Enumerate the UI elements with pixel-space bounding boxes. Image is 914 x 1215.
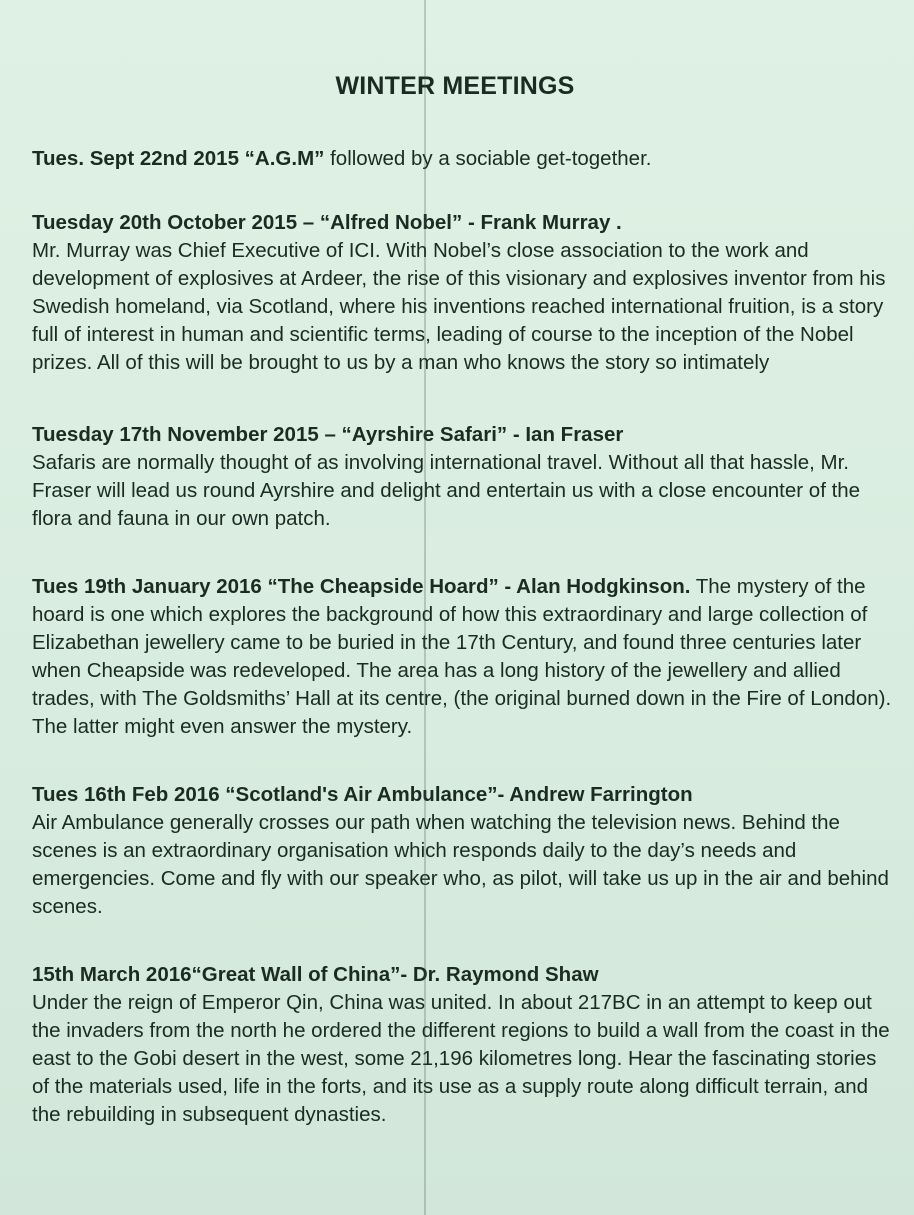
event-description: Air Ambulance generally crosses our path when watching the television news. Behind the scenes is an extraordinary organisation which responds daily to the day’s needs and emergencies. Come and fly with our speaker who, as pilot, will take us up in the air and behind scenes. xyxy=(32,811,889,918)
agm-description: followed by a sociable get-together. xyxy=(324,147,652,170)
event-ayrshire-safari xyxy=(32,421,898,533)
event-heading: Tuesday 20th October 2015 – “Alfred Nobel” - Frank Murray . xyxy=(32,211,622,234)
event-nobel xyxy=(32,209,898,377)
event-heading: 15th March 2016“Great Wall of China”- Dr. Raymond Shaw xyxy=(32,963,599,986)
event-description: Mr. Murray was Chief Executive of ICI. With Nobel’s close association to the work and development of explosives at Ardeer, the rise of this visionary and explosives inventor from his Swedish homeland, via Scotland, where his inventions reached international fruition, is a story full of interest in human and scientific terms, leading of course to the inception of the Nobel prizes. All of this will be brought to us by a man who knows the story so intimately xyxy=(32,239,886,374)
event-cheapside-hoard xyxy=(32,573,898,741)
event-air-ambulance xyxy=(32,781,898,921)
event-description: The mystery of the hoard is one which explores the background of how this extraordinary and large collection of Elizabethan jewellery came to be buried in the 17th Century, and found three centuries later when Cheapside was redeveloped. The area has a long history of the jewellery and allied trades, with The Goldsmiths’ Hall at its centre, (the original burned down in the Fire of London). The latter might even answer the mystery. xyxy=(32,575,892,738)
agm-heading: Tues. Sept 22nd 2015 “A.G.M” xyxy=(32,147,325,170)
event-great-wall xyxy=(32,961,898,1129)
page-fold-crease xyxy=(424,0,426,1215)
agm-meeting xyxy=(32,145,898,173)
event-heading: Tues 19th January 2016 “The Cheapside Hoard” - Alan Hodgkinson. xyxy=(32,575,691,598)
event-description: Safaris are normally thought of as involving international travel. Without all that hassle, Mr. Fraser will lead us round Ayrshire and delight and entertain us with a close encounter of the flora and fauna in our own patch. xyxy=(32,451,861,530)
event-heading: Tues 16th Feb 2016 “Scotland's Air Ambulance”- Andrew Farrington xyxy=(32,783,693,806)
event-description: Under the reign of Emperor Qin, China was united. In about 217BC in an attempt to keep out the invaders from the north he ordered the different regions to build a wall from the coast in the east to the Gobi desert in the west, some 21,196 kilometres long. Hear the fascinating stories of the materials used, life in the forts, and its use as a supply route along difficult terrain, and the rebuilding in subsequent dynasties. xyxy=(32,991,890,1126)
event-heading: Tuesday 17th November 2015 – “Ayrshire Safari” - Ian Fraser xyxy=(32,423,624,446)
document-title: WINTER MEETINGS xyxy=(335,72,575,100)
